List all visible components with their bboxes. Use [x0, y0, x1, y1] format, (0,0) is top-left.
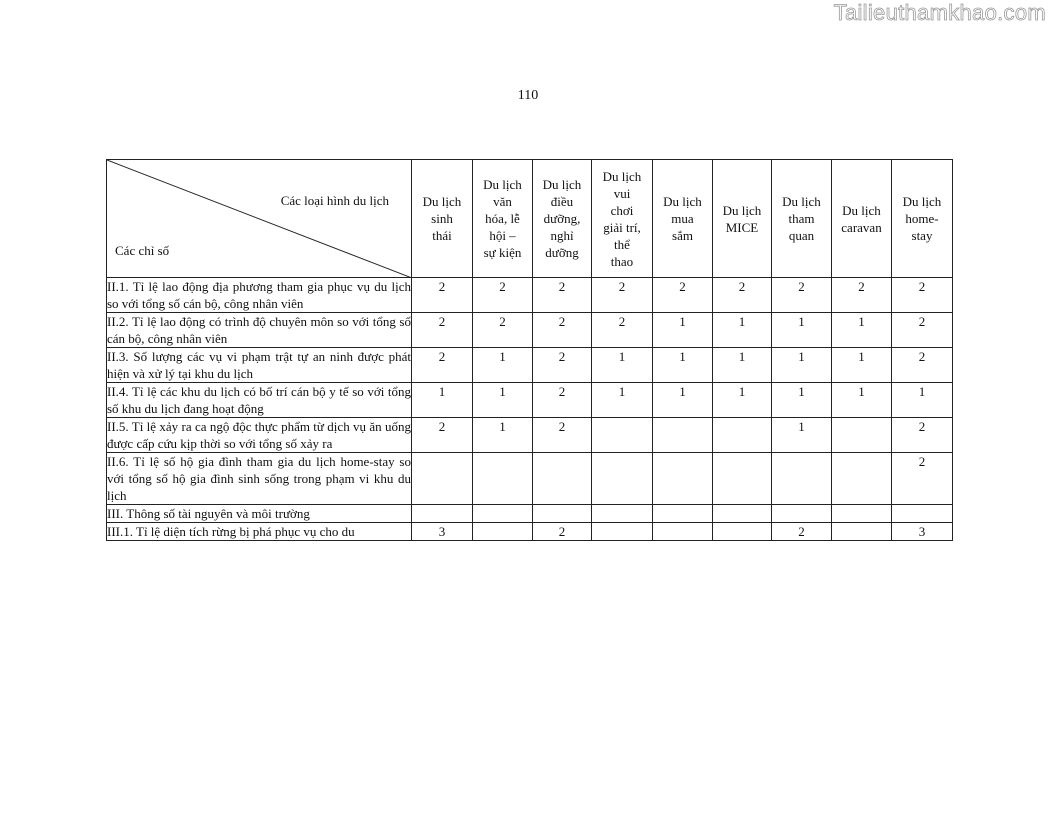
- score-cell: [832, 453, 892, 505]
- score-cell: 1: [832, 313, 892, 348]
- score-cell: [772, 505, 832, 523]
- column-header-line: home-: [905, 211, 939, 226]
- score-cell: 2: [533, 278, 592, 313]
- column-header-line: Du lịch: [602, 168, 642, 184]
- watermark: Tailieuthamkhao.com: [833, 0, 1046, 25]
- corner-header-cell: [107, 160, 412, 278]
- score-cell: [592, 453, 653, 505]
- column-header: [892, 160, 953, 278]
- column-header-line: mua: [671, 211, 694, 226]
- score-cell: [533, 505, 592, 523]
- score-cell: 2: [892, 418, 953, 453]
- indicator-label: II.6. Tỉ lệ số hộ gia đình tham gia du lịch home-stay so với tổng số hộ gia đình sinh sống trong phạm vi khu du lịch: [107, 454, 411, 503]
- score-cell: 2: [713, 278, 772, 313]
- column-header-line: sắm: [672, 228, 693, 243]
- indicator-label: II.5. Tỉ lệ xảy ra ca ngộ độc thực phẩm từ dịch vụ ăn uống được cấp cứu kịp thời so với tổng số xảy ra: [107, 419, 411, 451]
- table-row: [107, 313, 953, 348]
- score-cell: 1: [653, 348, 713, 383]
- indicator-label: II.1. Tỉ lệ lao động địa phương tham gia phục vụ du lịch so với tổng số cán bộ, công nhân viên: [107, 279, 411, 311]
- score-cell: [653, 523, 713, 541]
- score-cell: [713, 453, 772, 505]
- score-cell: 2: [772, 278, 832, 313]
- score-cell: [592, 505, 653, 523]
- column-header-line: quan: [788, 228, 815, 243]
- score-cell: 1: [713, 348, 772, 383]
- column-header-line: hóa, lễ: [485, 211, 520, 226]
- column-header-line: Du lịch: [842, 202, 881, 218]
- score-cell: 2: [592, 278, 653, 313]
- score-cell: 2: [832, 278, 892, 313]
- score-cell: 1: [713, 313, 772, 348]
- column-header: [592, 160, 653, 278]
- section-row: [107, 505, 953, 523]
- score-cell: 2: [473, 278, 533, 313]
- column-header-line: Du lịch: [902, 194, 942, 209]
- score-cell: 2: [653, 278, 713, 313]
- score-cell: 2: [892, 278, 953, 313]
- column-header-line: nghỉ: [550, 228, 574, 243]
- score-cell: 2: [892, 348, 953, 383]
- column-header-line: Du lịch: [663, 194, 702, 209]
- indicator-label: II.4. Tỉ lệ các khu du lịch có bố trí cán bộ y tế so với tổng số khu du lịch đang hoạt động: [107, 384, 411, 416]
- score-cell: 1: [832, 383, 892, 418]
- score-cell: 2: [892, 453, 953, 505]
- column-header: [772, 160, 832, 278]
- score-cell: [412, 453, 473, 505]
- score-cell: 3: [892, 523, 953, 541]
- indicator-label: III.1. Tỉ lệ diện tích rừng bị phá phục vụ cho du: [107, 523, 412, 541]
- score-cell: 1: [713, 383, 772, 418]
- score-cell: 1: [592, 348, 653, 383]
- score-cell: [772, 453, 832, 505]
- column-header-line: Du lịch: [483, 177, 522, 192]
- score-cell: [832, 523, 892, 541]
- column-header-line: thái: [432, 228, 452, 243]
- indicator-label: II.3. Số lượng các vụ vi phạm trật tự an ninh được phát hiện và xử lý tại khu du lịch: [107, 349, 411, 381]
- score-cell: 2: [533, 523, 592, 541]
- score-cell: 1: [653, 383, 713, 418]
- column-header-line: sự kiện: [483, 245, 522, 260]
- score-cell: [592, 418, 653, 453]
- score-cell: 2: [533, 348, 592, 383]
- score-cell: [653, 505, 713, 523]
- score-cell: [473, 505, 533, 523]
- score-cell: 3: [412, 523, 473, 541]
- score-cell: [533, 453, 592, 505]
- score-cell: 2: [592, 313, 653, 348]
- column-header-line: dưỡng,: [543, 211, 581, 226]
- score-cell: 2: [533, 313, 592, 348]
- score-cell: [653, 418, 713, 453]
- score-cell: 2: [533, 383, 592, 418]
- score-cell: 1: [772, 418, 832, 453]
- column-header-line: Du lịch: [722, 202, 762, 218]
- table-row: [107, 278, 953, 313]
- column-header-line: stay: [911, 228, 933, 243]
- score-cell: 1: [412, 383, 473, 418]
- score-cell: [473, 523, 533, 541]
- score-cell: [473, 453, 533, 505]
- column-header-line: MICE: [725, 219, 759, 235]
- score-cell: 2: [412, 418, 473, 453]
- column-header-line: dưỡng: [545, 245, 579, 260]
- page-number: 110: [517, 88, 539, 103]
- column-header: [653, 160, 713, 278]
- score-cell: [713, 505, 772, 523]
- column-header-line: thể: [614, 236, 630, 252]
- column-header: [832, 160, 892, 278]
- score-cell: [713, 523, 772, 541]
- score-cell: 1: [473, 348, 533, 383]
- column-header: [412, 160, 473, 278]
- corner-row-title: Các chỉ số: [115, 243, 170, 258]
- column-header-line: tham: [788, 211, 815, 226]
- score-cell: [832, 418, 892, 453]
- corner-column-title: Các loại hình du lịch: [280, 193, 389, 208]
- score-cell: 1: [592, 383, 653, 418]
- column-header-line: giải trí,: [603, 219, 641, 235]
- score-cell: 1: [772, 383, 832, 418]
- score-cell: 1: [772, 313, 832, 348]
- column-header-line: Du lịch: [542, 177, 582, 192]
- table-row: [107, 523, 953, 541]
- score-cell: 1: [653, 313, 713, 348]
- score-cell: 1: [473, 418, 533, 453]
- score-cell: 2: [533, 418, 592, 453]
- indicator-label: II.2. Tỉ lệ lao động có trình độ chuyên môn so với tổng số cán bộ, công nhân viên: [107, 314, 411, 346]
- score-cell: [412, 505, 473, 523]
- score-cell: [653, 453, 713, 505]
- score-cell: 1: [772, 348, 832, 383]
- table-row: [107, 383, 953, 418]
- score-cell: [832, 505, 892, 523]
- score-cell: 2: [412, 313, 473, 348]
- table-body: [107, 278, 953, 541]
- header-row: [107, 160, 953, 278]
- column-header-line: thao: [610, 253, 634, 269]
- column-header: [473, 160, 533, 278]
- column-header-line: điều: [550, 194, 574, 209]
- indicator-table: [106, 159, 953, 541]
- score-cell: [713, 418, 772, 453]
- score-cell: 2: [772, 523, 832, 541]
- score-cell: 2: [892, 313, 953, 348]
- column-header-line: vui: [613, 185, 631, 201]
- column-header-line: văn: [493, 194, 512, 209]
- section-title: III. Thông số tài nguyên và môi trường: [107, 505, 412, 523]
- corner-diagonal: [107, 160, 412, 278]
- score-cell: 1: [892, 383, 953, 418]
- score-cell: 1: [473, 383, 533, 418]
- score-cell: 2: [473, 313, 533, 348]
- score-cell: 2: [412, 348, 473, 383]
- column-header-line: Du lịch: [422, 194, 462, 209]
- score-cell: [592, 523, 653, 541]
- column-header-line: Du lịch: [782, 194, 821, 209]
- table-row: [107, 348, 953, 383]
- column-header-line: caravan: [841, 219, 882, 235]
- table-row: [107, 418, 953, 453]
- column-header: [713, 160, 772, 278]
- column-header: [533, 160, 592, 278]
- score-cell: [892, 505, 953, 523]
- column-header-line: chơi: [610, 202, 634, 218]
- table-row: [107, 453, 953, 505]
- score-cell: 2: [412, 278, 473, 313]
- column-header-line: sinh: [431, 211, 453, 226]
- score-cell: 1: [832, 348, 892, 383]
- column-header-line: hội –: [489, 228, 516, 243]
